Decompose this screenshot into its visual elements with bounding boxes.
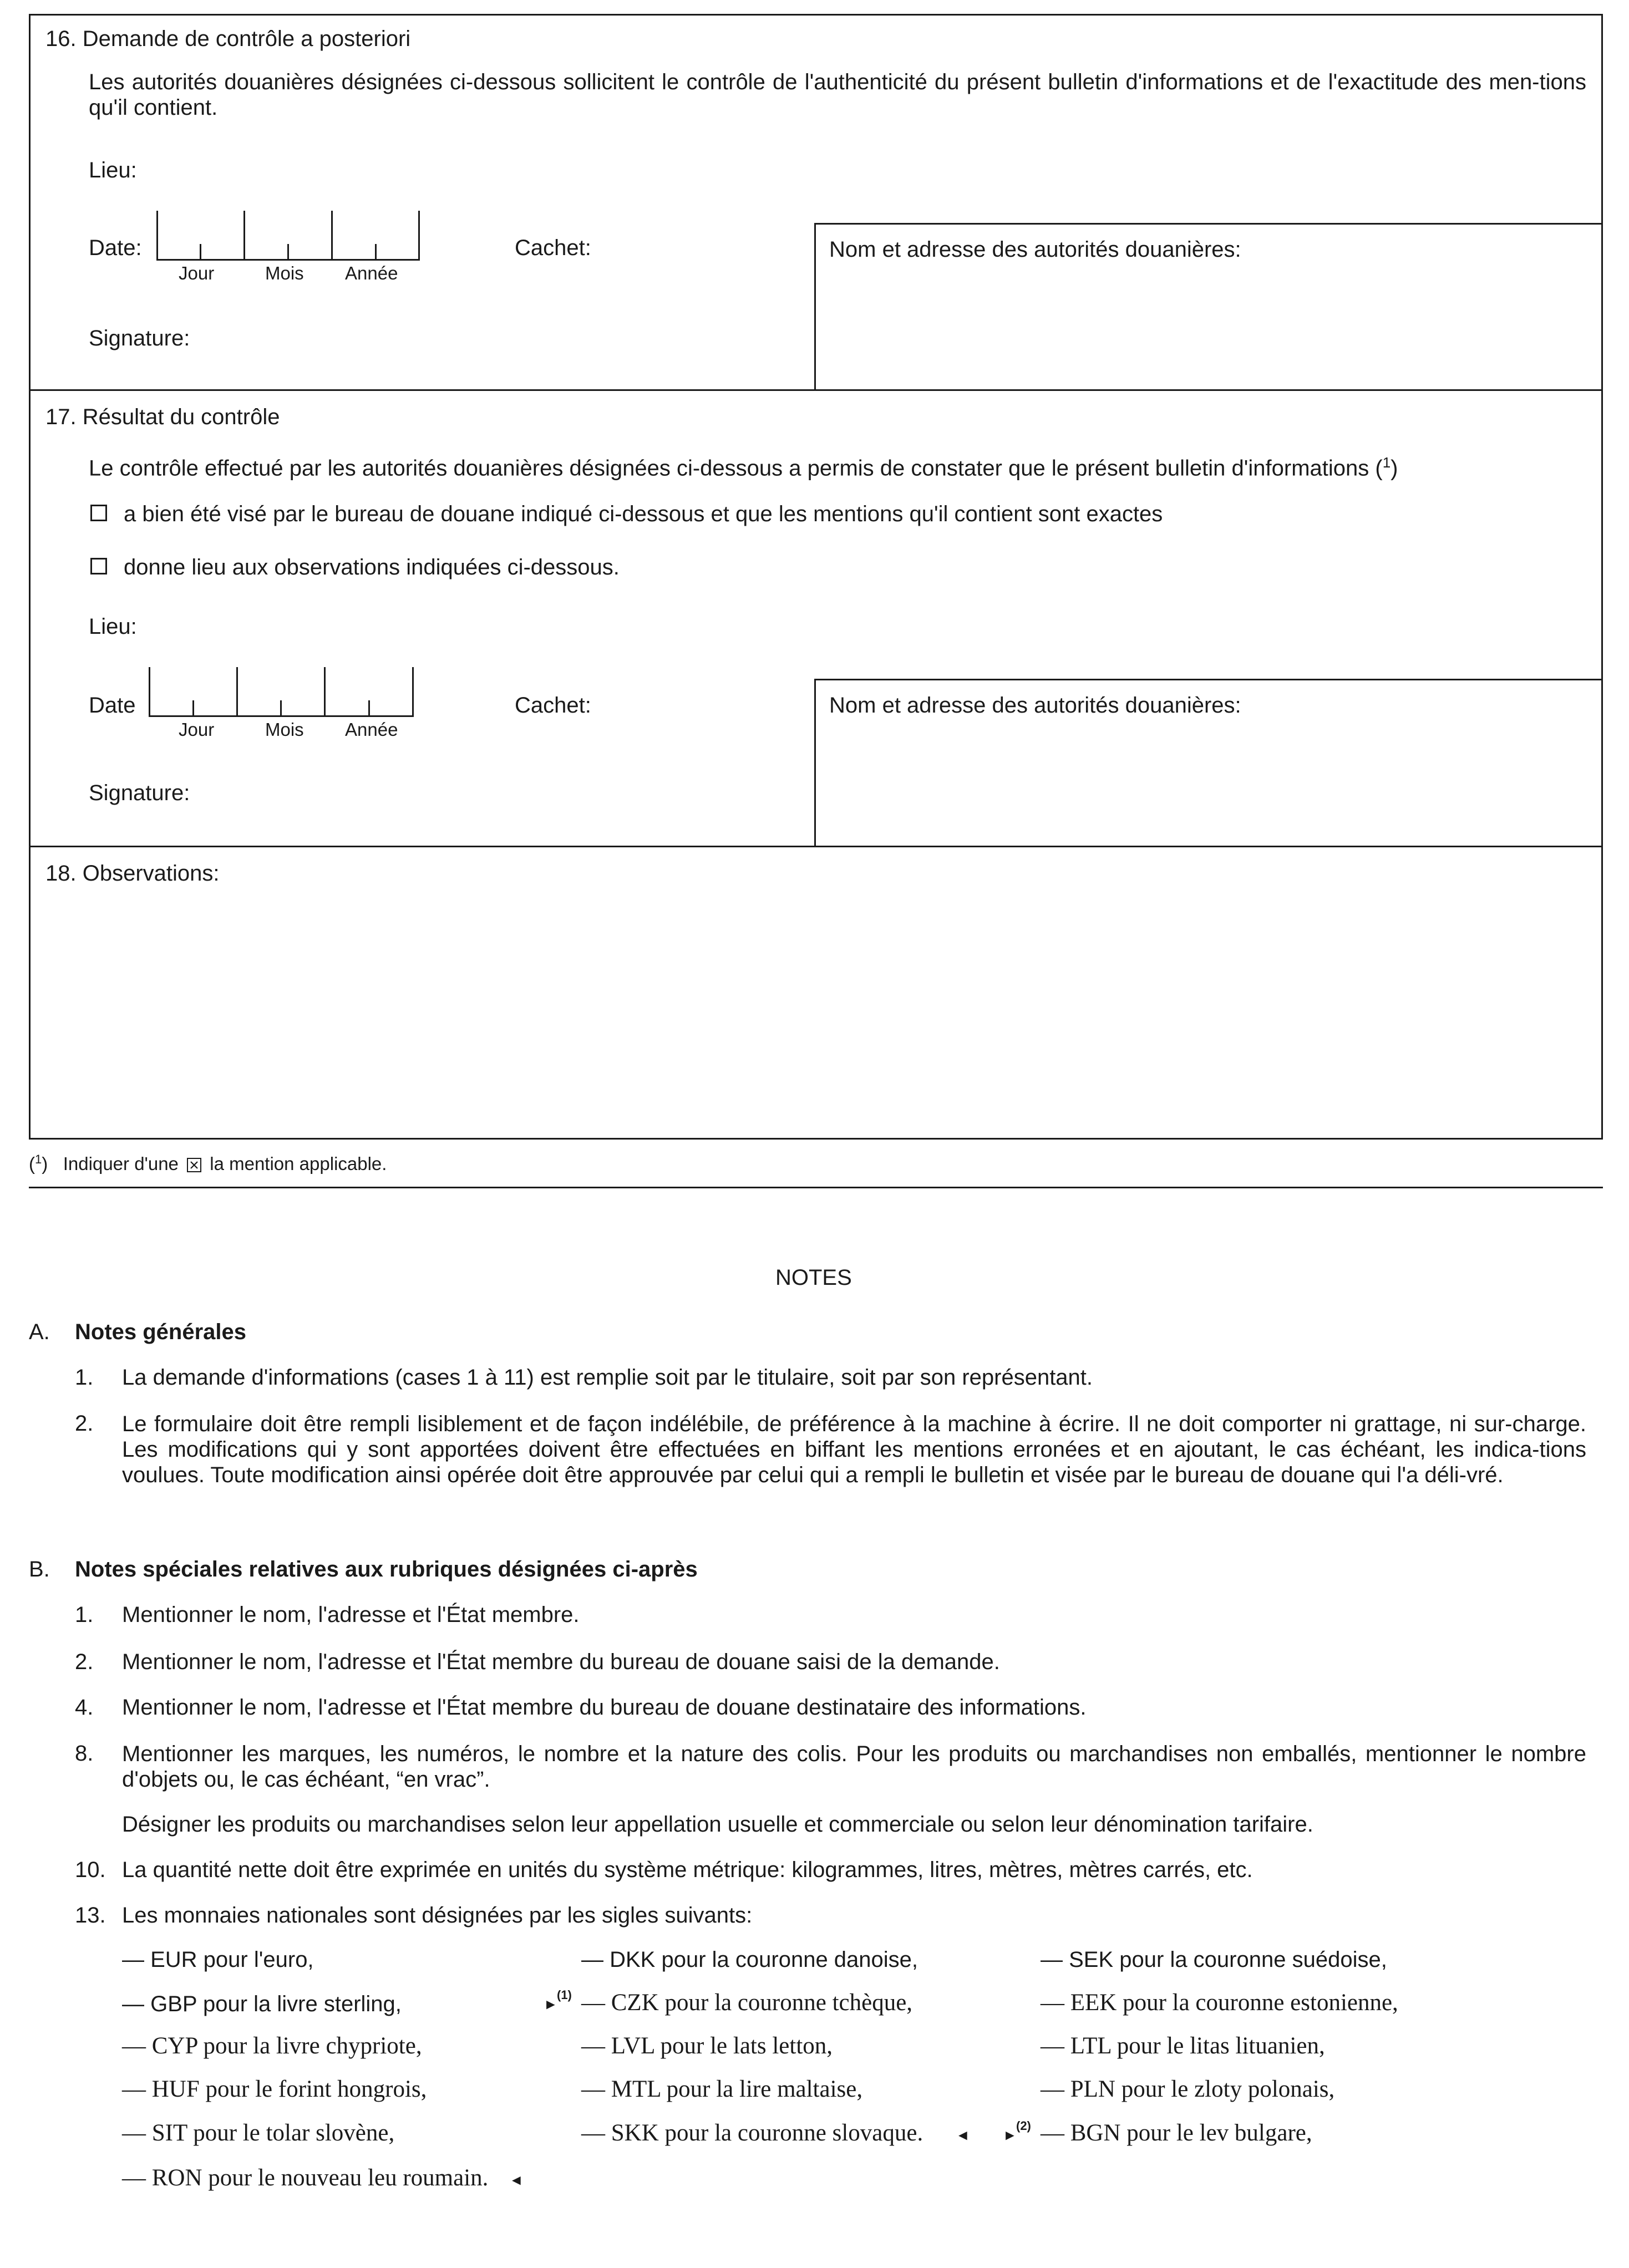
section-17-text: Le contrôle effectué par les autorités douanières désignées ci-dessous a permis de constater que le présent bulletin d'informations ($^1$) (89, 454, 1398, 481)
notes-b13-text: Les monnaies nationales sont désignées par les sigles suivants: (122, 1903, 753, 1928)
currency-ron: — RON pour le nouveau leu roumain. (122, 2165, 489, 2191)
notes-b8-text: Mentionner les marques, les numéros, le nombre et la nature des colis. Pour les produits ou marchandises non emballés, mentionner le nombre d'objets ou, le cas échéant, “en vrac”. (122, 1742, 1586, 1792)
currency-cyp: — CYP pour la livre chypriote, (122, 2033, 422, 2059)
notes-b1-num: 1. (75, 1603, 94, 1627)
section-17-lieu-label: Lieu: (89, 614, 137, 639)
section-16-lieu-label: Lieu: (89, 158, 137, 182)
notes-b8-num: 8. (75, 1741, 94, 1766)
section-16-text: Les autorités douanières désignées ci-dessous sollicitent le contrôle de l'authenticité du présent bulletin d'informations et de l'exactitude des men-tions qu'il contient. (89, 70, 1586, 120)
section-17-signature-label: Signature: (89, 781, 190, 805)
section-16-cachet-label: Cachet: (515, 236, 591, 260)
section-17-option-1-checkbox[interactable] (90, 505, 107, 521)
currency-ltl: — LTL pour le litas lituanien, (1041, 2033, 1325, 2059)
notes-a-title: Notes générales (75, 1320, 247, 1344)
form-footnote: ($^1$) Indiquer d'une la mention applicable. (29, 1152, 387, 1174)
section-18-heading: 18. Observations: (45, 861, 220, 886)
amendment-end-1-icon: ◄ (956, 2127, 970, 2143)
section-17-date-label: Date (89, 693, 136, 718)
notes-a1-text: La demande d'informations (cases 1 à 11) est remplie soit par le titulaire, soit par son représentant. (122, 1365, 1093, 1390)
section-17-date-field[interactable] (149, 667, 414, 717)
section-17-cachet-label: Cachet: (515, 693, 591, 718)
currency-dkk: — DKK pour la couronne danoise, (581, 1947, 918, 1972)
section-16-authority-label: Nom et adresse des autorités douanières: (829, 237, 1241, 262)
notes-b-title: Notes spéciales relatives aux rubriques désignées ci-après (75, 1557, 698, 1582)
section-17-annee-label: Année (345, 719, 398, 740)
currency-huf: — HUF pour le forint hongrois, (122, 2076, 427, 2102)
section-17-jour-label: Jour (179, 719, 215, 740)
notes-b8-designation-text: Désigner les produits ou marchandises selon leur appellation usuelle et commerciale ou selon leur dénomination tarifaire. (122, 1812, 1313, 1837)
notes-b2-text: Mentionner le nom, l'adresse et l'État membre du bureau de douane saisi de la demande. (122, 1650, 1000, 1674)
amendment-end-2-icon: ◄ (509, 2172, 524, 2188)
section-16-signature-label: Signature: (89, 326, 190, 350)
section-17-mois-label: Mois (265, 719, 304, 740)
section-16-mois-label: Mois (265, 263, 304, 283)
currency-skk: — SKK pour la couronne slovaque. (581, 2120, 923, 2146)
footnote-rule (29, 1187, 1603, 1188)
notes-title: NOTES (775, 1265, 852, 1290)
amendment-marker-1-label: (1) (557, 1988, 572, 2002)
amendment-marker-2-icon: ► (1003, 2127, 1017, 2143)
notes-b1-text: Mentionner le nom, l'adresse et l'État membre. (122, 1603, 580, 1627)
currency-mtl: — MTL pour la lire maltaise, (581, 2076, 863, 2102)
section-16-heading: 16. Demande de contrôle a posteriori (45, 27, 411, 51)
currency-czk: — CZK pour la couronne tchèque, (581, 1990, 913, 2016)
currency-sek: — SEK pour la couronne suédoise, (1041, 1947, 1387, 1972)
section-16-date-field[interactable] (156, 211, 420, 261)
section-16-annee-label: Année (345, 263, 398, 283)
section-17-option-2-checkbox[interactable] (90, 558, 107, 574)
section-17-option-1-label: a bien été visé par le bureau de douane indiqué ci-dessous et que les mentions qu'il contient sont exactes (124, 502, 1163, 526)
section-17-heading: 17. Résultat du contrôle (45, 405, 280, 429)
notes-b10-text: La quantité nette doit être exprimée en unités du système métrique: kilogrammes, litres, mètres, mètres carrés, etc. (122, 1858, 1253, 1882)
currency-gbp: — GBP pour la livre sterling, (122, 1992, 402, 2016)
section-16-date-label: Date: (89, 236, 142, 260)
section-17-authority-label: Nom et adresse des autorités douanières: (829, 693, 1241, 718)
notes-b-letter: B. (29, 1557, 50, 1582)
notes-b10-num: 10. (75, 1858, 106, 1882)
currency-bgn: — BGN pour le lev bulgare, (1041, 2120, 1312, 2146)
currency-pln: — PLN pour le zloty polonais, (1041, 2076, 1335, 2102)
currency-eur: — EUR pour l'euro, (122, 1947, 314, 1972)
section-16-jour-label: Jour (179, 263, 215, 283)
notes-a1-num: 1. (75, 1365, 94, 1390)
notes-b2-num: 2. (75, 1650, 94, 1674)
currency-sit: — SIT pour le tolar slovène, (122, 2120, 395, 2146)
amendment-marker-1-icon: ► (544, 1996, 558, 2012)
notes-a2-text: Le formulaire doit être rempli lisiblement et de façon indélébile, de préférence à la machine à écrire. Il ne doit comporter ni grattage, ni sur-charge. Les modifications qui y sont apportées doivent être effectuées en biffant les mentions erronées et en ajoutant, le cas échéant, les indica-tions voulues. Toute modification ainsi opérée doit être approuvée par celui qui a rempli le bulletin et visée par le bureau de douane qui l'a déli-vré. (122, 1412, 1586, 1487)
notes-b13-num: 13. (75, 1903, 106, 1928)
section-17-option-2-label: donne lieu aux observations indiquées ci-dessous. (124, 555, 620, 579)
notes-a2-num: 2. (75, 1411, 94, 1436)
amendment-marker-2-label: (2) (1016, 2119, 1031, 2133)
checked-box-icon (187, 1158, 201, 1172)
currency-eek: — EEK pour la couronne estonienne, (1041, 1990, 1398, 2016)
notes-b4-num: 4. (75, 1695, 94, 1720)
currency-lvl: — LVL pour le lats letton, (581, 2033, 833, 2059)
notes-b4-text: Mentionner le nom, l'adresse et l'État membre du bureau de douane destinataire des informations. (122, 1695, 1087, 1720)
notes-a-letter: A. (29, 1320, 50, 1344)
